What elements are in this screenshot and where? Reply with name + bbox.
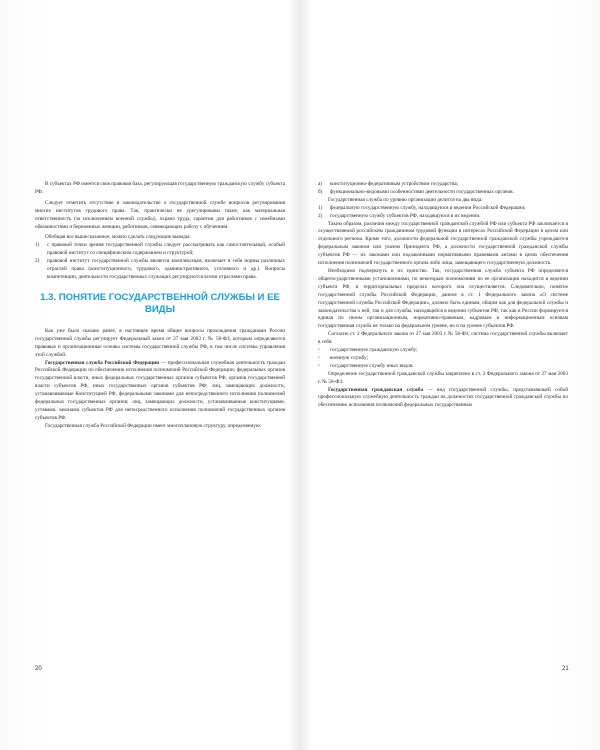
list-text: федеральную государственную службу, находящуюся в ведении Российской Федерации; bbox=[330, 204, 526, 211]
bullet-item bbox=[318, 347, 568, 355]
list-item bbox=[318, 181, 568, 189]
paragraph: Государственная служба Российской Федерации имеет многоплановую структуру, определяемую: bbox=[45, 422, 262, 429]
paragraph: Следует отметить отсутствие в законодательстве о государственной службе вопросов регулирования многих институтов трудового права. Так, практически не урегулированы такие, как материальная ответственность (за исключением военной службы), охрана труда, гарантии для работников с семейными обязанностями и беременных женщин, работников, совмещающих работу с обучением. bbox=[35, 199, 285, 230]
list-marker: 1) bbox=[35, 242, 40, 249]
list-text: с правовой точки зрения государственной службы следует рассматривать как самостоятельный, особый правовой институт со специфическим содержанием и структурой; bbox=[47, 242, 285, 257]
list-text: функционально-видовыми особенностями деятельности государственных органов. bbox=[330, 188, 514, 195]
section-heading: 1.3. ПОНЯТИЕ ГОСУДАРСТВЕННОЙ СЛУЖБЫ И ЕЕ ВИДЫ bbox=[40, 291, 280, 315]
paragraph: Обобщая все вышесказанное, можно сделать следующие выводы: bbox=[45, 234, 191, 241]
bullet-item bbox=[318, 363, 568, 371]
list-marker: а) bbox=[318, 181, 323, 187]
list-marker: 2) bbox=[35, 258, 40, 265]
bold-term: Государственная служба Российской Федерации bbox=[45, 359, 160, 366]
left-page bbox=[35, 181, 285, 661]
list-text: государственную службу иных видов. bbox=[330, 362, 414, 369]
list-item bbox=[318, 189, 568, 197]
paragraph: Государственная служба по уровню организации делится на два вида: bbox=[328, 196, 483, 203]
list-marker: 1) bbox=[318, 204, 323, 211]
paragraph: Определение государственной гражданской службы закреплено в ст. 3 Федерального закона от 27 мая 2003 г. № 58-ФЗ. bbox=[318, 370, 568, 385]
bullet-icon: • bbox=[318, 347, 320, 354]
list-text: государственную службу субъектов РФ, находящуюся в их ведении. bbox=[330, 212, 481, 219]
paragraph-text: — профессиональная служебная деятельность граждан Российской Федерации по обеспечению исполнения полномочий Российской Федерации; федеральных органов государственной власти, иных федеральных государственных органов субъектов РФ, органов государственной власти субъектов РФ, иных государственных органов субъектов РФ; лиц, замещающих должности, устанавливаемые Конституцией РФ, федеральными законами для непосредственного исполнения полномочий федеральных государственных органов; лиц, замещающих должности, устанавливаемые конституциями, уставами, законами субъектов РФ для непосредственного исполнения полномочий государственных органов субъектов РФ. bbox=[35, 359, 285, 421]
paragraph: Необходимо подчеркнуть и их единство. Так, государственная служба субъекта РФ определяется общегосударственными установлениями, по некоторым полномочиям по ее организации находится в ведении субъекта РФ, в территориальных пределах которого она осуществляется. Следовательно, понятие государственной службы Российской Федерации, данное в ст. 1 Федерального закона «О системе государственной службы Российской Федерации», должно быть единым, общим как для федеральной службы и законодательства о ней, так и для службы, находящейся в ведении субъектов РФ, так как в России формируется единая по своим организационным, нормативно-правовым, кадровым и информационным основам государственная служба не только на федеральном уровне, но и на уровне субъектов РФ. bbox=[318, 267, 568, 330]
paragraph bbox=[318, 387, 568, 411]
bold-term: Государственная гражданская служба bbox=[328, 386, 424, 393]
paragraph bbox=[35, 360, 285, 423]
list-text: государственную гражданскую службу; bbox=[330, 347, 418, 354]
bullet-icon: • bbox=[318, 354, 320, 361]
list-item bbox=[318, 205, 568, 213]
paragraph: В субъектах РФ имеется своя правовая база, регулирующая государственную гражданскую службу субъекта РФ. bbox=[35, 181, 285, 195]
list-text: правовой институт государственной службы является комплексным, включает в себя нормы различных отраслей права (конституционного, трудового, административного, уголовного и др.). Вопросы компетенции, деятельности государственных служащих регулируются всеми отраслями права. bbox=[47, 258, 285, 280]
list-marker: б) bbox=[318, 188, 323, 195]
paragraph-text: — вид государственной службы, представляющей собой профессиональную служебную деятельность граждан на должностях государственной гражданской службы по обеспечению исполнения полномочий федеральных государственных bbox=[318, 386, 568, 409]
list-text: конституционно-федеративным устройством государства; bbox=[330, 181, 459, 187]
bullet-icon: • bbox=[318, 362, 320, 369]
list-item bbox=[35, 242, 285, 258]
list-marker: 2) bbox=[318, 212, 323, 219]
paragraph: Как уже было сказано ранее, в настоящее время общие вопросы прохождения гражданами России государственной службы регулирует Федеральный закон от 27 мая 2003 г. № 58-ФЗ, которым определяются правовые и организационные основы системы государственной службы РФ, в том числе системы управления этой службой. bbox=[35, 327, 285, 358]
page-number-right: 21 bbox=[562, 666, 569, 672]
list-item bbox=[318, 213, 568, 221]
paragraph: Согласно ст. 2 Федерального закона от 27 мая 2003 г. № 58-ФЗ, система государственной службы включает в себя: bbox=[318, 331, 568, 346]
right-page bbox=[318, 181, 568, 661]
paragraph: Таким образом, различия между государственной гражданской службой РФ или субъекта РФ заключается в осуществляемой российским гражданином трудовой функции в интересах Российской Федерации в целом или отдельного региона. Кроме того, должности федеральной государственной гражданской службы учреждаются федеральным законом или указом Президента РФ, а должности государственной гражданской службы субъектов РФ — их законами или подзаконными нормативными правовыми актами в целях обеспечения исполнения полномочий государственного органа либо лица, замещающего государственную должность. bbox=[318, 220, 568, 267]
bullet-item bbox=[318, 355, 568, 363]
list-item bbox=[35, 258, 285, 282]
page-number-left: 20 bbox=[35, 666, 42, 672]
list-text: военную службу; bbox=[330, 354, 369, 361]
